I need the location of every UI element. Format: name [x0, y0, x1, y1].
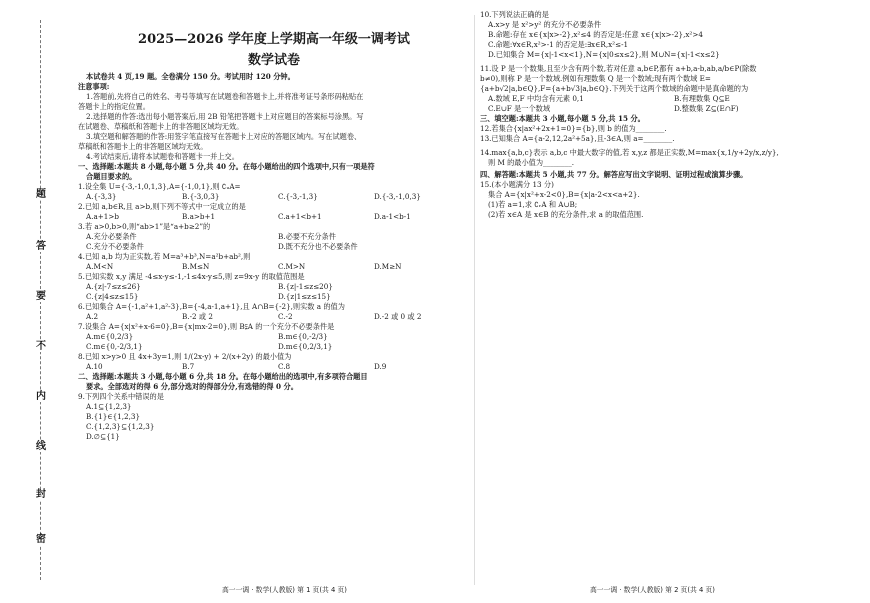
option: D.M≥N: [374, 262, 402, 271]
margin-label: 内: [36, 391, 46, 402]
option: A.10: [86, 362, 103, 371]
question-4-stem: 4.已知 a,b 均为正实数,若 M=a³+b³,N=a²b+ab²,则: [78, 252, 251, 261]
option: D.a-1<b-1: [374, 212, 411, 221]
option: C.E∪F 是一个数域: [488, 104, 551, 113]
option: D.{-3,-1,0,3}: [374, 192, 421, 201]
question-5-stem: 5.已知实数 x,y 满足 -4≤x-y≤-1,-1≤4x-y≤5,则 z=9x-y 的取值范围是: [78, 272, 305, 281]
option: B.m∈{0,-2/3}: [278, 332, 328, 341]
option: B.-2 或 2: [182, 312, 213, 321]
option: C.8: [278, 362, 291, 371]
exam-subtitle: 数学试卷: [247, 53, 300, 68]
option: C.充分不必要条件: [86, 242, 144, 251]
option: A.充分必要条件: [86, 232, 137, 241]
option: C.{1,2,3}⊆{1,2,3}: [86, 422, 155, 431]
question-15: 15.(本小题满分 13 分): [480, 180, 554, 189]
option: D.既不充分也不必要条件: [278, 242, 358, 251]
margin-label: 不: [36, 341, 46, 352]
question-3-stem: 3.若 a>0,b>0,则“ab>1”是“a+b≥2”的: [78, 222, 211, 231]
question-6-stem: 6.已知集合 A={-1,a²+1,a²-3},B={-4,a-1,a+1},且 A∩B={-2},则实数 a 的值为: [78, 302, 345, 311]
question-7-stem: 7.设集合 A={x|x²+x-6=0},B={x|mx-2=0},则 B⫋A 的一个充分不必要条件是: [78, 322, 335, 331]
question-12: 12.若集合{x|ax²+2x+1=0}={b},则 b 的值为________.: [480, 124, 667, 133]
page-2-footer: 高一一调 · 数学(人教版) 第 2 页(共 4 页): [590, 586, 715, 594]
option: A.1⊆{1,2,3}: [86, 402, 132, 411]
section-heading: 二、选择题:本题共 3 小题,每小题 6 分,共 18 分。在每小题给出的选项中,有多项符合题目: [78, 372, 368, 381]
option: D.{z|1≤z≤15}: [278, 292, 331, 301]
option: A.{z|-7≤z≤26}: [86, 282, 141, 291]
section-heading: 一、选择题:本题共 8 小题,每小题 5 分,共 40 分。在每小题给出的四个选项中,只有一项是符: [78, 162, 375, 171]
option: B.{z|-1≤z≤20}: [278, 282, 333, 291]
option: C.{-3,-1,3}: [278, 192, 318, 201]
question-8-options: [78, 362, 470, 372]
option: A.x>y 是 x²>y² 的充分不必要条件: [488, 20, 602, 29]
option: B.7: [182, 362, 195, 371]
question-15: 集合 A={x|x²+x-2<0},B={x|a-2<x<a+2}.: [488, 190, 640, 199]
exam-intro: 本试卷共 4 页,19 题。全卷满分 150 分。考试用时 120 分钟。: [86, 72, 295, 81]
question-5-options: [78, 282, 470, 292]
option: B.a>b+1: [182, 212, 216, 221]
margin-label: 要: [36, 291, 46, 302]
question-11-options: [480, 104, 860, 114]
option: D.整数集 Z⊆(E∩F): [674, 104, 739, 113]
option: A.m∈{0,2/3}: [86, 332, 134, 341]
question-1-stem: 1.设全集 U={-3,-1,0,1,3},A={-1,0,1},则 ∁ᵤA=: [78, 182, 241, 191]
question-1-options: [78, 192, 470, 202]
option: C.M>N: [278, 262, 306, 271]
notice-heading: 注意事项:: [78, 82, 110, 91]
option: B.必要不充分条件: [278, 232, 336, 241]
margin-label: 答: [36, 241, 46, 252]
option: C.命题:∀x∈R,x²>-1 的否定是:∃x∈R,x²≤-1: [488, 40, 629, 49]
notice-line: 在试题卷、草稿纸和答题卡上的非答题区域均无效。: [78, 122, 244, 131]
option: A.{-3,3}: [86, 192, 117, 201]
exam-title: 2025—2026 学年度上学期高一年级一调考试: [138, 32, 410, 47]
question-11-stem: 11.设 P 是一个数集,且至少含有两个数,若对任意 a,b∈P,都有 a+b,a-b,ab,a/b∈P(除数: [480, 64, 757, 73]
notice-line: 答题卡上的指定位置。: [78, 102, 150, 111]
question-14: 则 M 的最小值为________.: [488, 158, 575, 167]
option: C.a+1<b+1: [278, 212, 322, 221]
margin-label: 封: [36, 489, 46, 500]
page-divider: [474, 15, 475, 585]
margin-label: 密: [36, 534, 46, 545]
question-10-stem: 10.下列说法正确的是: [480, 10, 549, 19]
question-15: (1)若 a=1,求 ∁ᵣA 和 A∪B;: [488, 200, 578, 209]
margin-label: 题: [36, 189, 46, 200]
question-11-options: [480, 94, 860, 104]
option: B.M≤N: [182, 262, 210, 271]
page-1: [78, 10, 470, 442]
section-heading: 四、解答题:本题共 5 小题,共 77 分。解答应写出文字说明、证明过程或演算步骤。: [480, 170, 748, 179]
question-15: (2)若 x∈A 是 x∈B 的充分条件,求 a 的取值范围.: [488, 210, 644, 219]
option: D.9: [374, 362, 387, 371]
section-heading: 要求。全部选对的得 6 分,部分选对的得部分分,有选错的得 0 分。: [86, 382, 298, 391]
option: A.2: [86, 312, 99, 321]
option: C.{z|4≤z≤15}: [86, 292, 139, 301]
question-2-options: [78, 212, 470, 222]
question-8-stem: 8.已知 x>y>0 且 4x+3y=1,则 1/(2x-y) + 2/(x+2y) 的最小值为: [78, 352, 292, 361]
question-11-stem: {a+b√2|a,b∈Q},F={a+b√3|a,b∈Q}.下列关于这两个数域的命题中是真命题的为: [480, 84, 749, 93]
notice-line: 草稿纸和答题卡上的非答题区域均无效。: [78, 142, 208, 151]
option: A.a+1>b: [86, 212, 119, 221]
question-5-options: [78, 292, 470, 302]
question-2-stem: 2.已知 a,b∈R,且 a>b,则下列不等式中一定成立的是: [78, 202, 246, 211]
page-2: [480, 10, 860, 220]
section-heading: 合题目要求的。: [86, 172, 137, 181]
option: C.-2: [278, 312, 293, 321]
question-7-options: [78, 342, 470, 352]
option: D.已知集合 M={x|-1<x<1},N={x|0≤x≤2},则 M∪N={x|-1<x≤2}: [488, 50, 720, 59]
seal-line-margin: [6, 20, 68, 580]
notice-line: 1.答题前,先将自己的姓名、考号等填写在试题卷和答题卡上,并将准考证号条形码粘贴在: [86, 92, 364, 101]
question-13: 13.已知集合 A={a-2,12,2a²+5a},且-3∈A,则 a=________.: [480, 134, 675, 143]
option: A.数域 E,F 中均含有元素 0,1: [488, 94, 584, 103]
question-3-options: [78, 232, 470, 242]
question-9-stem: 9.下列四个关系中错误的是: [78, 392, 164, 401]
option: A.M<N: [86, 262, 114, 271]
option: D.∅⊆{1}: [86, 432, 120, 441]
notice-line: 4.考试结束后,请将本试题卷和答题卡一并上交。: [86, 152, 239, 161]
question-7-options: [78, 332, 470, 342]
notice-line: 3.填空题和解答题的作答:用签字笔直接写在答题卡上对应的答题区域内。写在试题卷、: [86, 132, 362, 141]
option: D.m∈{0,2/3,1}: [278, 342, 333, 351]
question-4-options: [78, 262, 470, 272]
option: C.m∈{0,-2/3,1}: [86, 342, 143, 351]
question-11-stem: b≠0),则称 P 是一个数域.例如有理数集 Q 是一个数域;现有两个数域 E=: [480, 74, 711, 83]
option: B.{1}∈{1,2,3}: [86, 412, 141, 421]
notice-line: 2.选择题的作答:选出每小题答案后,用 2B 铅笔把答题卡上对应题目的答案标号涂黑。写: [86, 112, 364, 121]
option: B.命题:存在 x∈{x|x>-2},x²≤4 的否定是:任意 x∈{x|x>-2},x²>4: [488, 30, 703, 39]
question-3-options: [78, 242, 470, 252]
section-heading: 三、填空题:本题共 3 小题,每小题 5 分,共 15 分。: [480, 114, 645, 123]
question-6-options: [78, 312, 470, 322]
question-14: 14.max{a,b,c}表示 a,b,c 中最大数字的值,若 x,y,z 都是正实数,M=max{x,1/y+2y/x,z/y},: [480, 148, 779, 157]
page-1-footer: 高一一调 · 数学(人教版) 第 1 页(共 4 页): [222, 586, 347, 594]
margin-label: 线: [36, 441, 46, 452]
option: D.-2 或 0 或 2: [374, 312, 422, 321]
option: B.有理数集 Q⊆E: [674, 94, 730, 103]
option: B.{-3,0,3}: [182, 192, 220, 201]
